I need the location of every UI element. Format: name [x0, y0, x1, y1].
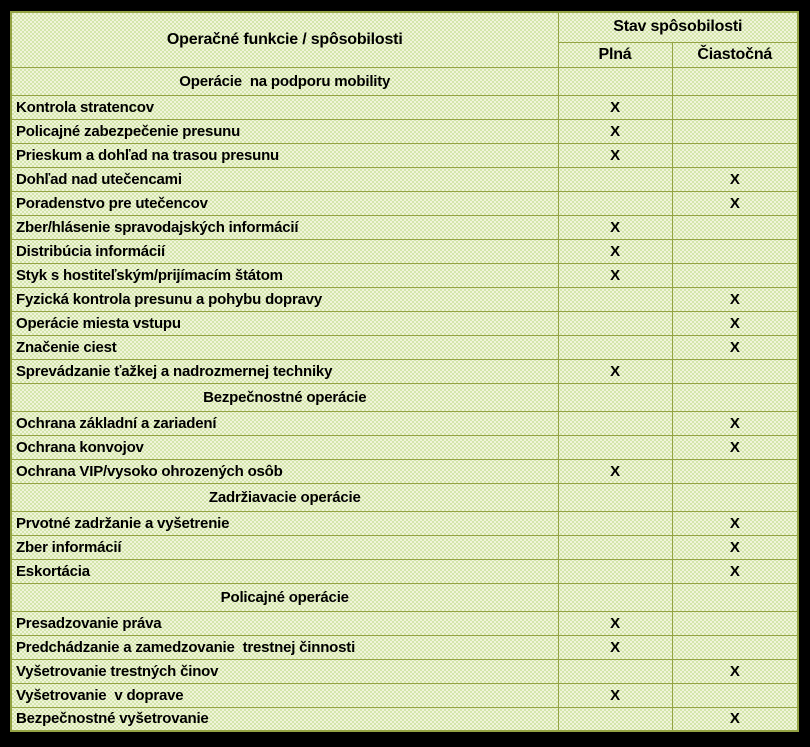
partial-status-cell: X	[672, 287, 798, 311]
row-label: Eskortácia	[11, 559, 558, 583]
table-row	[11, 559, 798, 583]
partial-status-cell: X	[672, 167, 798, 191]
row-label: Zber/hlásenie spravodajských informácií	[11, 215, 558, 239]
full-status-cell	[558, 191, 672, 215]
row-label: Bezpečnostné vyšetrovanie	[11, 707, 558, 731]
row-label: Prvotné zadržanie a vyšetrenie	[11, 511, 558, 535]
partial-status-cell: X	[672, 707, 798, 731]
table-row	[11, 459, 798, 483]
full-status-cell	[558, 383, 672, 411]
section-row	[11, 583, 798, 611]
full-status-cell	[558, 483, 672, 511]
table-row	[11, 167, 798, 191]
row-label: Zber informácií	[11, 535, 558, 559]
table-row	[11, 683, 798, 707]
table-row	[11, 215, 798, 239]
table-row	[11, 287, 798, 311]
row-label: Sprevádzanie ťažkej a nadrozmernej techniky	[11, 359, 558, 383]
partial-status-cell	[672, 263, 798, 287]
row-label: Značenie ciest	[11, 335, 558, 359]
status-group-header: Stav spôsobilosti	[558, 12, 798, 42]
table-row	[11, 535, 798, 559]
full-status-cell: X	[558, 143, 672, 167]
full-status-cell	[558, 583, 672, 611]
row-label: Presadzovanie práva	[11, 611, 558, 635]
table-row	[11, 659, 798, 683]
row-label: Ochrana základní a zariadení	[11, 411, 558, 435]
partial-status-cell	[672, 119, 798, 143]
table-row	[11, 143, 798, 167]
partial-status-cell: X	[672, 435, 798, 459]
table-row	[11, 311, 798, 335]
row-label: Styk s hostiteľským/prijímacím štátom	[11, 263, 558, 287]
table-row	[11, 119, 798, 143]
header-row-1	[11, 12, 798, 42]
section-row	[11, 383, 798, 411]
full-status-cell: X	[558, 95, 672, 119]
row-label: Ochrana VIP/vysoko ohrozených osôb	[11, 459, 558, 483]
full-status-cell: X	[558, 459, 672, 483]
full-status-cell: X	[558, 263, 672, 287]
partial-status-cell	[672, 143, 798, 167]
partial-status-cell: X	[672, 311, 798, 335]
partial-status-cell	[672, 459, 798, 483]
partial-status-cell: X	[672, 511, 798, 535]
partial-status-cell: X	[672, 559, 798, 583]
table-row	[11, 335, 798, 359]
row-label: Predchádzanie a zamedzovanie trestnej činnosti	[11, 635, 558, 659]
row-label: Fyzická kontrola presunu a pohybu dopravy	[11, 287, 558, 311]
partial-status-cell	[672, 383, 798, 411]
row-label: Dohľad nad utečencami	[11, 167, 558, 191]
row-label: Vyšetrovanie v doprave	[11, 683, 558, 707]
row-label: Kontrola stratencov	[11, 95, 558, 119]
section-title: Zadržiavacie operácie	[11, 483, 558, 511]
section-row	[11, 483, 798, 511]
partial-status-cell	[672, 635, 798, 659]
full-status-cell: X	[558, 215, 672, 239]
partial-status-cell: X	[672, 535, 798, 559]
partial-status-cell	[672, 67, 798, 95]
row-label: Poradenstvo pre utečencov	[11, 191, 558, 215]
table-row	[11, 411, 798, 435]
full-status-cell	[558, 311, 672, 335]
table-row	[11, 191, 798, 215]
table-row	[11, 707, 798, 731]
full-column-header: Plná	[558, 42, 672, 67]
full-status-cell: X	[558, 359, 672, 383]
row-label: Operácie miesta vstupu	[11, 311, 558, 335]
partial-status-cell	[672, 239, 798, 263]
partial-column-header: Čiastočná	[672, 42, 798, 67]
full-status-cell	[558, 535, 672, 559]
table-row	[11, 263, 798, 287]
partial-status-cell	[672, 611, 798, 635]
full-status-cell: X	[558, 239, 672, 263]
full-status-cell	[558, 67, 672, 95]
row-label: Ochrana konvojov	[11, 435, 558, 459]
section-title: Policajné operácie	[11, 583, 558, 611]
full-status-cell	[558, 287, 672, 311]
table-row	[11, 239, 798, 263]
functions-column-header: Operačné funkcie / spôsobilosti	[11, 12, 558, 67]
partial-status-cell	[672, 95, 798, 119]
partial-status-cell: X	[672, 411, 798, 435]
partial-status-cell	[672, 483, 798, 511]
section-title: Operácie na podporu mobility	[11, 67, 558, 95]
partial-status-cell: X	[672, 335, 798, 359]
section-row	[11, 67, 798, 95]
partial-status-cell	[672, 359, 798, 383]
section-title: Bezpečnostné operácie	[11, 383, 558, 411]
row-label: Prieskum a dohľad na trasou presunu	[11, 143, 558, 167]
table-row	[11, 435, 798, 459]
full-status-cell	[558, 435, 672, 459]
row-label: Distribúcia informácií	[11, 239, 558, 263]
full-status-cell: X	[558, 683, 672, 707]
full-status-cell	[558, 707, 672, 731]
partial-status-cell	[672, 215, 798, 239]
row-label: Policajné zabezpečenie presunu	[11, 119, 558, 143]
capability-table	[10, 11, 799, 732]
full-status-cell	[558, 511, 672, 535]
full-status-cell	[558, 659, 672, 683]
table-row	[11, 511, 798, 535]
partial-status-cell	[672, 683, 798, 707]
capability-table-frame	[10, 11, 797, 736]
partial-status-cell: X	[672, 659, 798, 683]
table-row	[11, 95, 798, 119]
table-row	[11, 635, 798, 659]
full-status-cell	[558, 167, 672, 191]
full-status-cell	[558, 411, 672, 435]
table-row	[11, 359, 798, 383]
partial-status-cell	[672, 583, 798, 611]
full-status-cell: X	[558, 611, 672, 635]
row-label: Vyšetrovanie trestných činov	[11, 659, 558, 683]
partial-status-cell: X	[672, 191, 798, 215]
full-status-cell	[558, 559, 672, 583]
full-status-cell	[558, 335, 672, 359]
full-status-cell: X	[558, 635, 672, 659]
table-row	[11, 611, 798, 635]
full-status-cell: X	[558, 119, 672, 143]
